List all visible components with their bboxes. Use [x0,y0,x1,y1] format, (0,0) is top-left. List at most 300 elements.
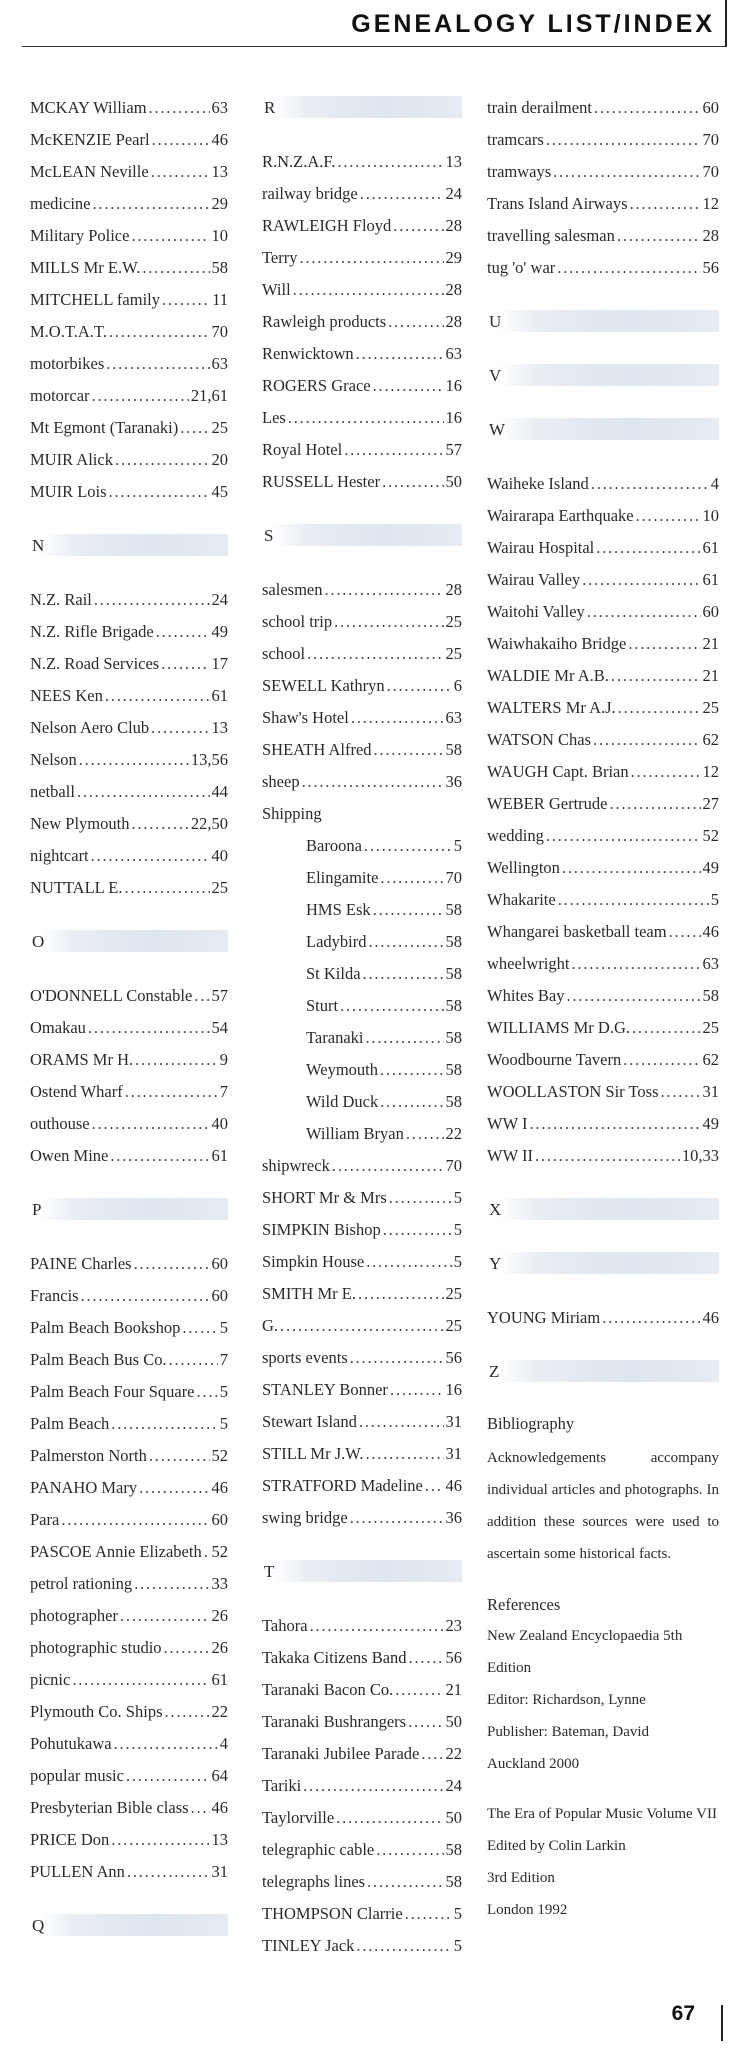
reference-line: 3rd Edition [487,1870,555,1886]
page-header [0,0,743,50]
index-entry [487,948,719,980]
entry-page: 6 [453,676,462,695]
entry-page: 5 [453,836,462,855]
index-list [487,92,719,1388]
entry-page: 20 [211,450,228,469]
entry-page: 5 [453,1252,462,1271]
reference-line: The Era of Popular Music Volume VII [487,1806,717,1822]
letter-heading [487,360,719,392]
entry-page: 60 [211,1510,228,1529]
index-subentry [262,926,462,958]
entry-term: Whakarite [487,890,556,909]
dot-leader [77,776,210,808]
dot-leader [204,1536,210,1568]
index-entry [262,1406,462,1438]
index-entry [262,606,462,638]
dot-leader [571,948,700,980]
entry-page: 61 [702,570,719,589]
entry-term: Palm Beach Bookshop [30,1318,181,1337]
footer-vertical-bar [721,2005,723,2041]
index-entry [30,648,228,680]
entry-term: PRICE Don [30,1830,110,1849]
entry-page: 63 [445,708,462,727]
dot-leader [380,1054,444,1086]
index-entry [262,574,462,606]
dot-leader [388,306,443,338]
dot-leader [406,1118,444,1150]
entry-term: Shipping [262,804,322,823]
entry-page: 52 [211,1446,228,1465]
index-entry [487,468,719,500]
entry-term: shipwreck [262,1156,330,1175]
dot-leader [591,468,709,500]
entry-term: photographer [30,1606,118,1625]
entry-page: 58 [211,258,228,277]
index-entry [30,1012,228,1044]
index-entry [262,734,462,766]
entry-term: Pohutukawa [30,1734,112,1753]
dot-leader [111,1824,209,1856]
dot-leader [380,1086,443,1118]
dot-leader [593,724,700,756]
index-entry [30,1504,228,1536]
index-entry [487,1302,719,1334]
dot-leader [340,990,443,1022]
reference-group [487,1798,719,1926]
entry-term: Tariki [262,1776,302,1795]
entry-page: 13 [445,152,462,171]
entry-term: New Plymouth [30,814,130,833]
dot-leader [558,884,709,916]
entry-term: Omakau [30,1018,86,1037]
entry-page: 25 [702,1018,719,1037]
references-heading: References [487,1595,561,1614]
entry-page: 10,33 [681,1146,719,1165]
dot-leader [425,1470,444,1502]
entry-term: picnic [30,1670,71,1689]
entry-page: 52 [211,1542,228,1561]
index-entry [30,1440,228,1472]
dot-leader [125,1076,218,1108]
entry-term: medicine [30,194,91,213]
entry-term: wedding [487,826,544,845]
index-entry [30,744,228,776]
entry-term: salesmen [262,580,323,599]
entry-term: Tahora [262,1616,308,1635]
index-subentry [262,830,462,862]
dot-leader [631,756,701,788]
index-entry [487,884,719,916]
dot-leader [152,124,210,156]
index-entry [262,338,462,370]
dot-leader [546,820,701,852]
letter-band [40,1914,228,1936]
entry-term: tramways [487,162,552,181]
dot-leader [602,1302,700,1334]
entry-term: Taranaki [306,1028,364,1047]
index-entry [30,776,228,808]
index-entry [30,1376,228,1408]
index-entry [262,1246,462,1278]
index-subentry [262,1054,462,1086]
dot-leader [149,1440,210,1472]
index-entry [487,1108,719,1140]
entry-term: MUIR Alick [30,450,113,469]
dot-leader [106,348,209,380]
dot-leader [535,1140,680,1172]
entry-term: outhouse [30,1114,90,1133]
entry-page: 36 [445,1508,462,1527]
letter-label: V [489,366,502,385]
entry-page: 70 [445,868,462,887]
index-entry [30,92,228,124]
entry-page: 31 [211,1862,228,1881]
entry-term: travelling salesman [487,226,615,245]
dot-leader [149,92,210,124]
dot-leader [566,980,700,1012]
entry-page: 31 [445,1412,462,1431]
entry-term: N.Z. Rail [30,590,92,609]
dot-leader [151,156,210,188]
dot-leader [91,840,210,872]
dot-leader [105,680,210,712]
entry-page: 16 [445,376,462,395]
entry-page: 10 [702,506,719,525]
entry-term: Ostend Wharf [30,1082,123,1101]
entry-page: 25 [445,612,462,631]
entry-term: Shaw's Hotel [262,708,349,727]
entry-page: 70 [211,322,228,341]
entry-term: swing bridge [262,1508,348,1527]
index-entry [30,584,228,616]
letter-band [40,930,228,952]
entry-term: Palm Beach Bus Co. [30,1350,167,1369]
entry-term: WW I [487,1114,528,1133]
index-subentry [262,1022,462,1054]
entry-page: 61 [211,1146,228,1165]
letter-band [497,1252,719,1274]
dot-leader [368,926,443,958]
index-entry [30,348,228,380]
index-entry [487,852,719,884]
letter-heading [262,92,462,124]
dot-leader [165,1696,210,1728]
index-entry [262,1374,462,1406]
index-entry [262,1610,462,1642]
entry-term: PAINE Charles [30,1254,132,1273]
entry-page: 40 [211,1114,228,1133]
dot-leader [661,1076,701,1108]
entry-term: Nelson Aero Club [30,718,150,737]
entry-page: 12 [702,194,719,213]
entry-term: popular music [30,1766,124,1785]
dot-leader [302,766,444,798]
entry-term: Wairarapa Earthquake [487,506,634,525]
index-column-1 [30,92,228,1964]
index-entry [30,1856,228,1888]
entry-term: Waiheke Island [487,474,589,493]
index-entry [30,156,228,188]
index-entry [30,1696,228,1728]
letter-band [272,96,462,118]
entry-term: SEWELL Kathryn [262,676,385,695]
dot-leader [366,1246,452,1278]
index-entry [30,680,228,712]
dot-leader [120,1600,210,1632]
entry-page: 40 [211,846,228,865]
dot-leader [356,1930,451,1962]
page-number: 67 [671,2002,695,2025]
entry-page: 58 [445,964,462,983]
reference-line: Auckland 2000 [487,1756,580,1772]
letter-label: N [32,536,45,555]
entry-page: 46 [702,922,719,941]
index-entry [30,1728,228,1760]
dot-leader [300,242,444,274]
dot-leader [114,1728,218,1760]
dot-leader [617,220,701,252]
index-entry [262,1278,462,1310]
letter-label: P [32,1200,42,1219]
entry-page: 5 [219,1382,228,1401]
index-entry [487,1140,719,1172]
entry-term: Stewart Island [262,1412,357,1431]
dot-leader [293,274,444,306]
dot-leader [389,1182,452,1214]
entry-page: 50 [445,1712,462,1731]
index-entry [262,1470,462,1502]
dot-leader [376,1834,443,1866]
entry-term: M.O.T.A.T. [30,322,107,341]
entry-term: Wellington [487,858,560,877]
dot-leader [332,1150,444,1182]
entry-term: motorbikes [30,354,105,373]
entry-term: Trans Island Airways [487,194,628,213]
index-entry [262,178,462,210]
entry-term: RUSSELL Hester [262,472,381,491]
index-entry [262,210,462,242]
letter-heading [30,926,228,958]
entry-term: STRATFORD Madeline [262,1476,423,1495]
dot-leader [594,92,701,124]
entry-term: Will [262,280,291,299]
entry-term: WILLIAMS Mr D.G. [487,1018,630,1037]
letter-heading [487,1356,719,1388]
index-subentry [262,894,462,926]
index-entry [262,1738,462,1770]
index-entry [487,660,719,692]
index-entry [262,1770,462,1802]
header-rule [22,46,727,47]
index-entry [30,712,228,744]
entry-page: 57 [211,986,228,1005]
entry-term: NEES Ken [30,686,103,705]
dot-leader [151,712,209,744]
index-entry [30,316,228,348]
entry-term: Para [30,1510,60,1529]
dot-leader [409,1642,444,1674]
entry-page: 62 [702,730,719,749]
letter-label: Q [32,1916,45,1935]
entry-page: 64 [211,1766,228,1785]
dot-leader [303,1770,443,1802]
dot-leader [553,156,700,188]
dot-leader [373,370,444,402]
entry-page: 63 [211,354,228,373]
dot-leader [79,744,189,776]
index-entry [262,466,462,498]
letter-label: U [489,312,502,331]
letter-heading [487,1248,719,1280]
index-entry [262,1930,462,1962]
index-entry [30,1664,228,1696]
index-entry [487,1076,719,1108]
dot-leader [131,808,188,840]
entry-page: 10 [211,226,228,245]
entry-page: 63 [702,954,719,973]
entry-term: Wairau Hospital [487,538,595,557]
entry-term: William Bryan [306,1124,404,1143]
index-entry [487,628,719,660]
entry-page: 21 [445,1680,462,1699]
dot-leader [628,628,700,660]
entry-term: train derailment [487,98,592,117]
entry-term: SHEATH Alfred [262,740,372,759]
entry-term: Ladybird [306,932,367,951]
entry-page: 29 [445,248,462,267]
dot-leader [310,1610,444,1642]
dot-leader [351,702,444,734]
entry-term: R.N.Z.A.F. [262,152,336,171]
dot-leader [161,648,209,680]
dot-leader [280,1310,443,1342]
index-entry [30,220,228,252]
dot-leader [324,574,443,606]
entry-page: 23 [445,1616,462,1635]
entry-page: 57 [445,440,462,459]
dot-leader [94,584,210,616]
index-entry [30,1792,228,1824]
entry-term: PULLEN Ann [30,1862,125,1881]
entry-page: 60 [702,98,719,117]
index-entry [487,788,719,820]
entry-page: 27 [702,794,719,813]
entry-page: 13 [211,1830,228,1849]
entry-page: 16 [445,1380,462,1399]
dot-leader [610,788,701,820]
entry-term: Taranaki Bushrangers [262,1712,407,1731]
index-entry [30,616,228,648]
entry-term: N.Z. Road Services [30,654,160,673]
letter-band [272,1560,462,1582]
index-entry [487,532,719,564]
entry-page: 28 [445,312,462,331]
index-entry [487,980,719,1012]
entry-term: McKENZIE Pearl [30,130,150,149]
index-entry [262,1706,462,1738]
index-column-2 [262,92,462,1962]
entry-page: 21 [702,634,719,653]
index-entry [487,252,719,284]
entry-page: 58 [702,986,719,1005]
index-entry [487,596,719,628]
letter-label: X [489,1200,502,1219]
entry-page: 50 [445,472,462,491]
entry-term: Wairau Valley [487,570,581,589]
entry-page: 13 [211,162,228,181]
reference-line: Edited by Colin Larkin [487,1838,626,1854]
dot-leader [636,500,701,532]
index-subentry [262,1086,462,1118]
index-entry [262,306,462,338]
letter-band [272,524,462,546]
entry-term: petrol rationing [30,1574,133,1593]
dot-leader [408,1706,443,1738]
index-entry [487,188,719,220]
index-entry [30,1760,228,1792]
entry-page: 22 [445,1744,462,1763]
entry-page: 12 [702,762,719,781]
entry-page: 58 [445,900,462,919]
entry-page: 25 [702,698,719,717]
letter-heading [487,414,719,446]
entry-page: 70 [702,130,719,149]
entry-page: 22 [211,1702,228,1721]
entry-term: motorcar [30,386,90,405]
dot-leader [126,1760,210,1792]
page-title: GENEALOGY LIST/INDEX [351,10,715,38]
dot-leader [127,1856,210,1888]
letter-heading [487,1194,719,1226]
entry-page: 28 [702,226,719,245]
entry-page: 5 [219,1414,228,1433]
dot-leader [109,316,210,348]
entry-term: school trip [262,612,333,631]
index-entry [30,1824,228,1856]
dot-leader [135,1044,218,1076]
dot-leader [134,1568,209,1600]
index-entry [487,564,719,596]
index-entry [262,242,462,274]
dot-leader [92,188,209,220]
entry-page: 45 [211,482,228,501]
entry-page: 60 [211,1286,228,1305]
reference-line: Editor: Richardson, Lynne [487,1692,646,1708]
dot-leader [88,1012,210,1044]
index-entry [262,146,462,178]
dot-leader [557,252,700,284]
entry-page: 50 [445,1808,462,1827]
index-entry [262,670,462,702]
entry-page: 56 [702,258,719,277]
dot-leader [374,734,444,766]
index-subentry [262,990,462,1022]
reference-line: Publisher: Bateman, David [487,1724,650,1740]
index-entry [262,1802,462,1834]
index-entry [30,1312,228,1344]
entry-term: Palmerston North [30,1446,147,1465]
entry-page: 49 [702,1114,719,1133]
letter-label: T [264,1562,275,1581]
index-entry [262,1642,462,1674]
index-entry [30,980,228,1012]
index-entry [30,1600,228,1632]
entry-term: RAWLEIGH Floyd [262,216,392,235]
entry-page: 60 [702,602,719,621]
dot-leader [359,1406,444,1438]
dot-leader [395,1674,443,1706]
index-entry [30,476,228,508]
